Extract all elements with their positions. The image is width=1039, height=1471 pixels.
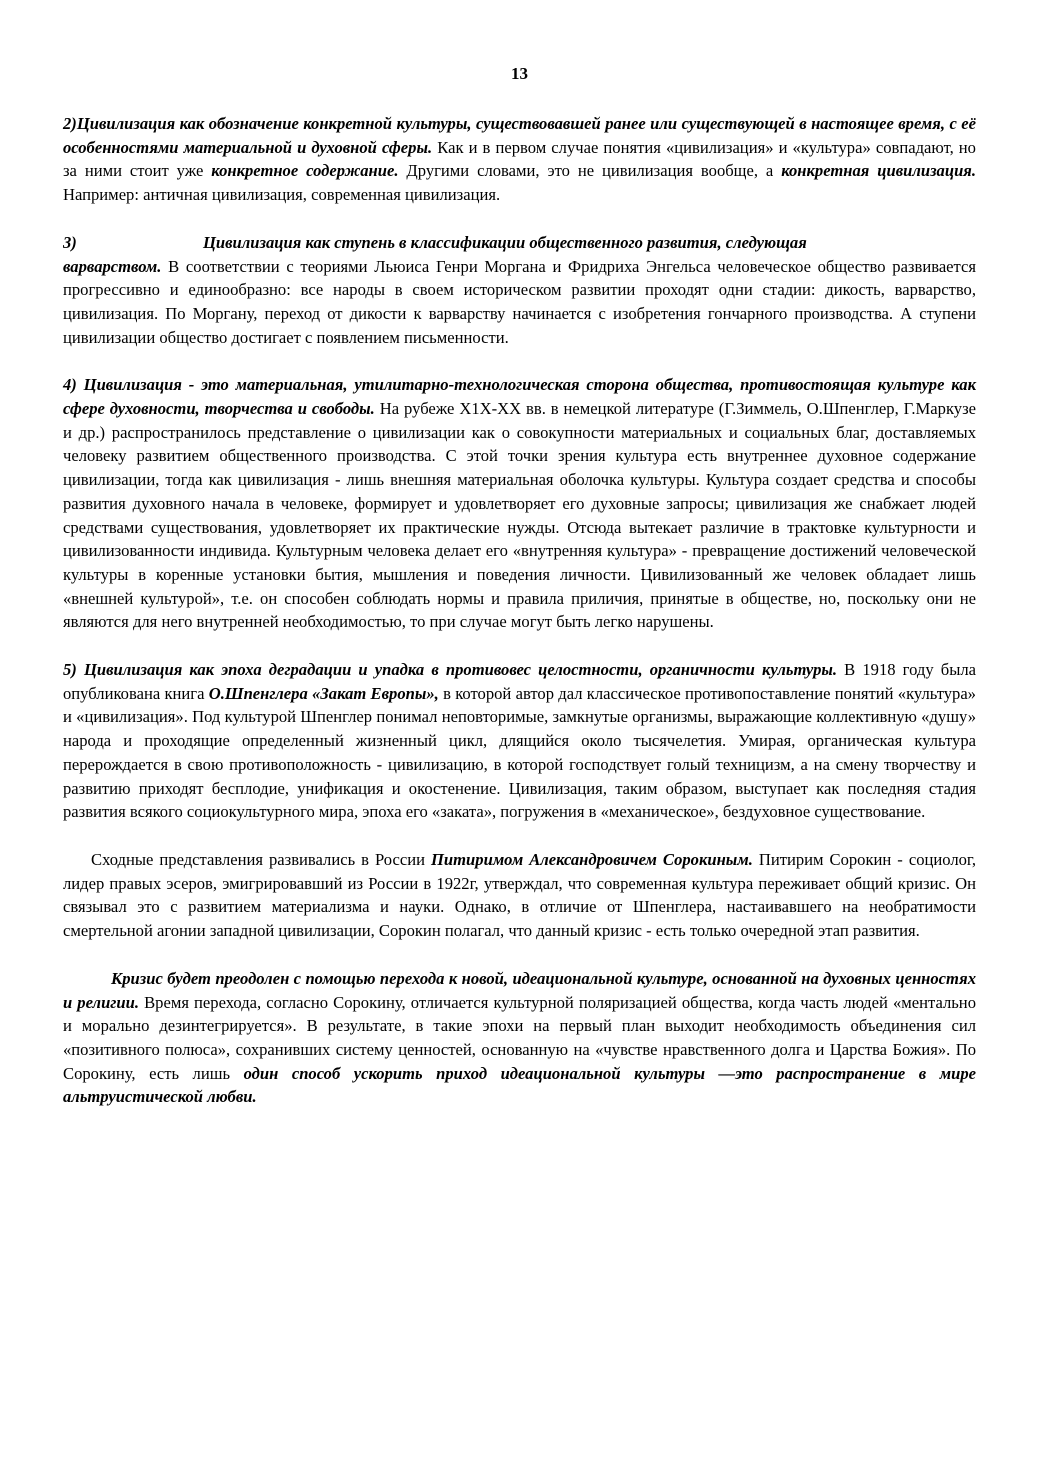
paragraph-heading: 5) Цивилизация как эпоха деградации и упадка в противовес целостности, органичности культуры. [63, 660, 838, 680]
paragraph-text: Как и в первом случае понятия «цивилизация» и «культура» совпадают, но за ними стоит уже [63, 137, 976, 181]
paragraph-crisis-overcome [63, 967, 976, 1109]
paragraph-heading: Цивилизация как ступень в классификации общественного развития, следующая [203, 232, 807, 252]
paragraph-text: В 1918 году была опубликована книга [63, 660, 976, 703]
paragraph-text: На рубеже Х1Х-ХХ вв. в немецкой литературе (Г.Зиммель, О.Шпенглер, Г.Маркузе и др.) распространилось представление о цивилизации как о совокупности материальных и социальных благ, доставляемых человеку развитием общественного производства. С этой точки зрения культура есть внутреннее духовное содержание цивилизации, тогда как цивилизация - лишь внешняя материальная оболочка культуры. Культура создает средства и способы развития духовного начала в человеке, формирует и удовлетворяет его духовные запросы; цивилизация же снабжает людей средствами существования, удовлетворяет их практические нужды. Отсюда вытекает различие в трактовке культурности и цивилизованности индивида. Культурным человека делает его «внутренняя культура» - превращение достижений человеческой культуры в коренные установки бытия, мышления и поведения личности. Цивилизованный же человек обладает лишь «внешней культурой», т.е. он способен соблюдать нормы и правила приличия, принятые в обществе, но, поскольку они не являются для него внутренней необходимостью, то при случае могут быть легко нарушены. [63, 399, 976, 632]
emphasis-text: один способ ускорить приход идеациональной культуры —это распространение в мире альтруистической любви. [63, 1063, 976, 1107]
page-number: 13 [511, 64, 528, 83]
paragraph-text: В соответствии с теориями Льюиса Генри Моргана и Фридриха Энгельса человеческое общество развивается прогрессивно и единообразно: все народы в своем историческом развитии проходят одни стадии: дикость, варварство, цивилизация. По Моргану, переход от дикости к варварству начинается с изобретения гончарного производства. А ступени цивилизации общество достигает с появлением письменности. [63, 256, 976, 347]
paragraph-heading-line [63, 231, 976, 255]
paragraph-text: Другими словами, это не цивилизация вообще, а [398, 161, 782, 181]
paragraph-body [63, 255, 976, 350]
paragraph-number: 3) [63, 232, 77, 252]
paragraph-text: в которой автор дал классическое противопоставление понятий «культура» и «цивилизация». Под культурой Шпенглер понимал неповторимые, замкнутые организмы, выражающие коллективную «душу» народа и проходящие определенный жизненный цикл, длящийся около тысячелетия. Умирая, органическая культура перерождается в свою противоположность - цивилизацию, в которой господствует голый техницизм, а на смену творчеству и развитию приходят бесплодие, унификация и окостенение. Цивилизация, таким образом, выступает как последняя стадия развития всякого социокультурного мира, эпоха его «заката», погружения в «механическое», бездуховное существование. [63, 683, 976, 822]
emphasis-text: Питиримом Александровичем Сорокиным. [431, 849, 753, 869]
paragraph-civilization-concrete-culture [63, 112, 976, 207]
emphasis-text: конкретное содержание. [211, 161, 399, 181]
paragraph-heading: Кризис будет преодолен с помощью перехода к новой, идеациональной культуре, основанной на духовных ценностях и религии. [63, 968, 976, 1012]
paragraph-text: Питирим Сорокин - социолог, лидер правых эсеров, эмигрировавший из России в 1922г, утверждал, что современная культура переживает общий кризис. Он связывал это с развитием материализма и науки. Однако, в отличие от Шпенглера, настаивавшего на необратимости смертельной агонии западной цивилизации, Сорокин полагал, что данный кризис - есть только очередной этап развития. [63, 849, 976, 941]
emphasis-text: конкретная цивилизация. [781, 161, 977, 181]
paragraph-civilization-material-side [63, 373, 976, 634]
paragraph-text: Время перехода, согласно Сорокину, отличается культурной поляризацией общества, когда часть людей «ментально и морально дезинтегрируется». В результате, в такие эпохи на первый план выходит необходимость объединения сил «позитивного полюса», сохранивших систему ценностей, основанную на «чувстве нравственного долга и Царства Божия». По Сорокину, есть лишь [63, 992, 976, 1083]
paragraph-sorokin [63, 848, 976, 943]
document-body [63, 112, 976, 1109]
paragraph-civilization-stage [63, 231, 976, 350]
emphasis-text: О.Шпенглера «Закат Европы», [208, 683, 439, 703]
paragraph-heading-continuation: варварством. [63, 256, 162, 276]
paragraph-text: Сходные представления развивались в России [91, 849, 432, 869]
paragraph-text: Например: античная цивилизация, современная цивилизация. [63, 185, 501, 205]
paragraph-heading: 2)Цивилизация как обозначение конкретной культуры, существовавшей ранее или существующей в настоящее время, с её особенностями материальной и духовной сферы. [63, 114, 976, 157]
paragraph-civilization-degradation [63, 658, 976, 824]
paragraph-heading: 4) Цивилизация - это материальная, утилитарно-технологическая сторона общества, противостоящая культуре как сфере духовности, творчества и свободы. [63, 375, 976, 419]
